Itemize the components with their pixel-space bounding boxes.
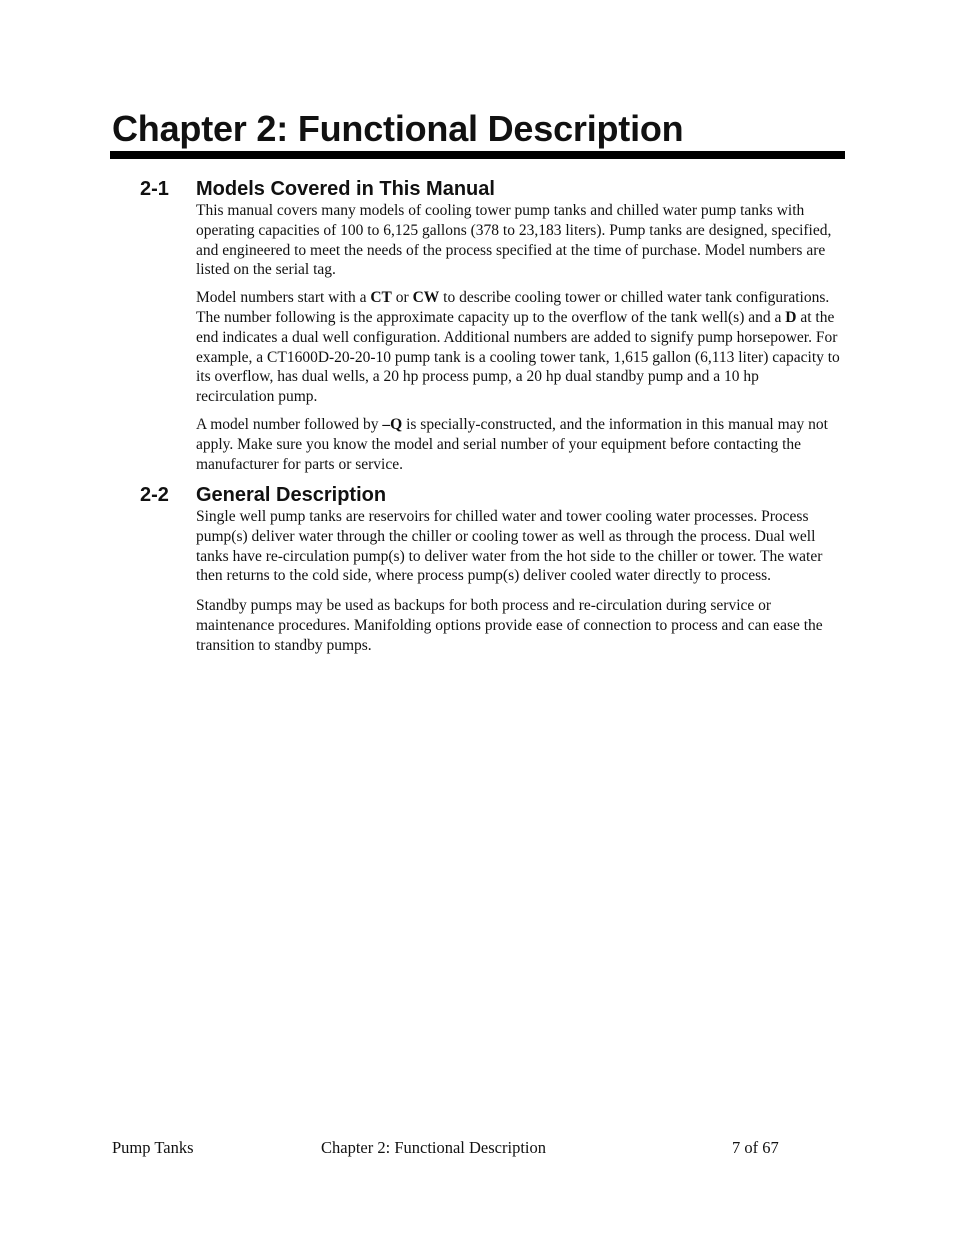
section-models-covered xyxy=(140,177,840,482)
title-rule xyxy=(110,151,845,159)
paragraph: Single well pump tanks are reservoirs for chilled water and tower cooling water processes. Process pump(s) deliver water through the chiller or cooling tower as well as through the process. Dual well tanks have re-circulation pump(s) to deliver water from the hot side to the chiller or tower. The water then returns to the cold side, where process pump(s) deliver cooled water directly to process. xyxy=(196,508,823,585)
model-prefix-cw: CW xyxy=(412,289,440,307)
section-number: 2-1 xyxy=(140,178,169,200)
footer-chapter-title: Chapter 2: Functional Description xyxy=(321,1138,546,1157)
section-number: 2-2 xyxy=(140,484,169,506)
chapter-title: Chapter 2: Functional Description xyxy=(112,108,684,149)
section-title: General Description xyxy=(196,484,387,506)
footer-document-title: Pump Tanks xyxy=(112,1138,194,1157)
section-heading xyxy=(140,177,840,201)
paragraph: Model numbers start with a CT or CW to describe cooling tower or chilled water tank configurations. The number following is the approximate capacity up to the overflow of the tank well(s) and a D at the end indicates a dual well configuration. Additional numbers are added to signify pump horsepower. For example, a CT1600D-20-20-10 pump tank is a cooling tower tank, 1,615 gallon (6,113 liter) capacity to its overflow, has dual wells, a 20 hp process pump, a 20 hp dual standby pump and a 10 hp recirculation pump. xyxy=(196,289,840,406)
paragraph: This manual covers many models of cooling tower pump tanks and chilled water pump tanks with operating capacities of 100 to 6,125 gallons (378 to 23,183 liters). Pump tanks are designed, specified, and engineered to meet the needs of the process specified at the time of purchase. Model numbers are listed on the serial tag. xyxy=(196,202,832,279)
footer-page-number: 7 of 67 xyxy=(732,1138,779,1157)
section-general-description xyxy=(140,483,840,664)
section-title: Models Covered in This Manual xyxy=(196,178,495,200)
model-suffix-q: –Q xyxy=(382,415,403,433)
section-heading xyxy=(140,483,840,507)
model-prefix-ct: CT xyxy=(370,289,392,307)
paragraph: A model number followed by –Q is specially-constructed, and the information in this manual may not apply. Make sure you know the model and serial number of your equipment before contacting the manufacturer for parts or service. xyxy=(196,415,828,473)
model-suffix-d: D xyxy=(785,308,797,326)
paragraph: Standby pumps may be used as backups for both process and re-circulation during service or maintenance procedures. Manifolding options provide ease of connection to process and can ease the transition to standby pumps. xyxy=(196,597,823,654)
